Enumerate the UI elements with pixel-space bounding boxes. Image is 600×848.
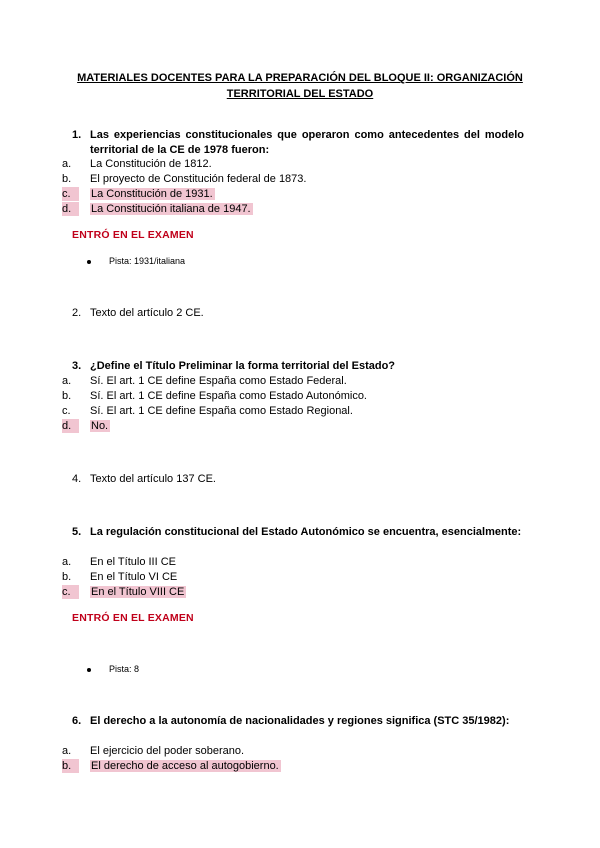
- q1-option-a: [62, 157, 212, 171]
- q5-option-c: [62, 585, 186, 599]
- question-text: Las experiencias constitucionales que operaron como antecedentes del modelo territorial de la CE de 1978 fueron:: [90, 129, 524, 156]
- bullet-icon: [87, 668, 91, 672]
- hint-text: Pista: 8: [109, 664, 140, 674]
- question-number: 5.: [72, 526, 82, 538]
- question-4: [72, 472, 524, 487]
- q6-option-b: [62, 759, 281, 773]
- q5-option-a: [62, 555, 177, 569]
- option-letter: a.: [62, 556, 72, 568]
- title-line-1: MATERIALES DOCENTES PARA LA PREPARACIÓN DEL BLOQUE II: ORGANIZACIÓN: [77, 72, 523, 84]
- question-text: Texto del artículo 2 CE.: [90, 307, 204, 319]
- question-text: La regulación constitucional del Estado Autonómico se encuentra, esencialmente:: [90, 526, 522, 538]
- q3-option-c: [62, 404, 353, 418]
- question-5: [72, 525, 524, 540]
- option-letter: c.: [62, 405, 71, 417]
- option-text: Sí. El art. 1 CE define España como Estado Autonómico.: [90, 390, 367, 402]
- q1-option-c: [62, 187, 215, 201]
- option-text-highlighted: No.: [91, 420, 109, 432]
- q3-option-a: [62, 374, 347, 388]
- bullet-icon: [87, 260, 91, 264]
- hint-text: Pista: 1931/italiana: [109, 256, 186, 266]
- question-number: 6.: [72, 715, 82, 727]
- option-text: Sí. El art. 1 CE define España como Estado Regional.: [90, 405, 353, 417]
- option-letter: c.: [62, 585, 79, 599]
- question-2: [72, 306, 524, 321]
- q3-option-d: [62, 419, 110, 433]
- option-letter: a.: [62, 375, 72, 387]
- option-text-highlighted: La Constitución italiana de 1947.: [91, 203, 251, 215]
- question-number: 2.: [72, 307, 82, 319]
- option-text: Sí. El art. 1 CE define España como Estado Federal.: [90, 375, 347, 387]
- option-text: El proyecto de Constitución federal de 1873.: [90, 173, 307, 185]
- q5-option-b: [62, 570, 178, 584]
- q1-option-b: [62, 172, 307, 186]
- option-letter: d.: [62, 202, 79, 216]
- option-text-highlighted: El derecho de acceso al autogobierno.: [91, 760, 279, 772]
- exam-label: ENTRÓ EN EL EXAMEN: [72, 612, 194, 624]
- q3-option-b: [62, 389, 367, 403]
- question-number: 1.: [72, 129, 82, 141]
- option-text-highlighted: La Constitución de 1931.: [91, 188, 213, 200]
- option-letter: a.: [62, 745, 72, 757]
- q1-option-d: [62, 202, 253, 216]
- title-line-2: TERRITORIAL DEL ESTADO: [226, 88, 374, 100]
- option-text: En el Título III CE: [90, 556, 177, 568]
- question-text: ¿Define el Título Preliminar la forma territorial del Estado?: [90, 360, 396, 372]
- option-letter: c.: [62, 187, 79, 201]
- question-text: Texto del artículo 137 CE.: [90, 473, 216, 485]
- question-1: [72, 128, 524, 158]
- exam-label: ENTRÓ EN EL EXAMEN: [72, 229, 194, 241]
- option-letter: a.: [62, 158, 72, 170]
- q6-option-a: [62, 744, 245, 758]
- question-number: 3.: [72, 360, 82, 372]
- question-3: [72, 359, 524, 374]
- question-number: 4.: [72, 473, 82, 485]
- question-text: El derecho a la autonomía de nacionalidades y regiones significa (STC 35/1982):: [90, 715, 510, 727]
- question-6: [72, 714, 524, 729]
- option-text: El ejercicio del poder soberano.: [90, 745, 245, 757]
- option-letter: b.: [62, 390, 72, 402]
- option-letter: b.: [62, 173, 72, 185]
- option-text: La Constitución de 1812.: [90, 158, 212, 170]
- document-title: [60, 70, 540, 102]
- option-text-highlighted: En el Título VIII CE: [91, 586, 185, 598]
- option-letter: b.: [62, 571, 72, 583]
- option-letter: b.: [62, 759, 79, 773]
- option-letter: d.: [62, 419, 79, 433]
- option-text: En el Título VI CE: [90, 571, 178, 583]
